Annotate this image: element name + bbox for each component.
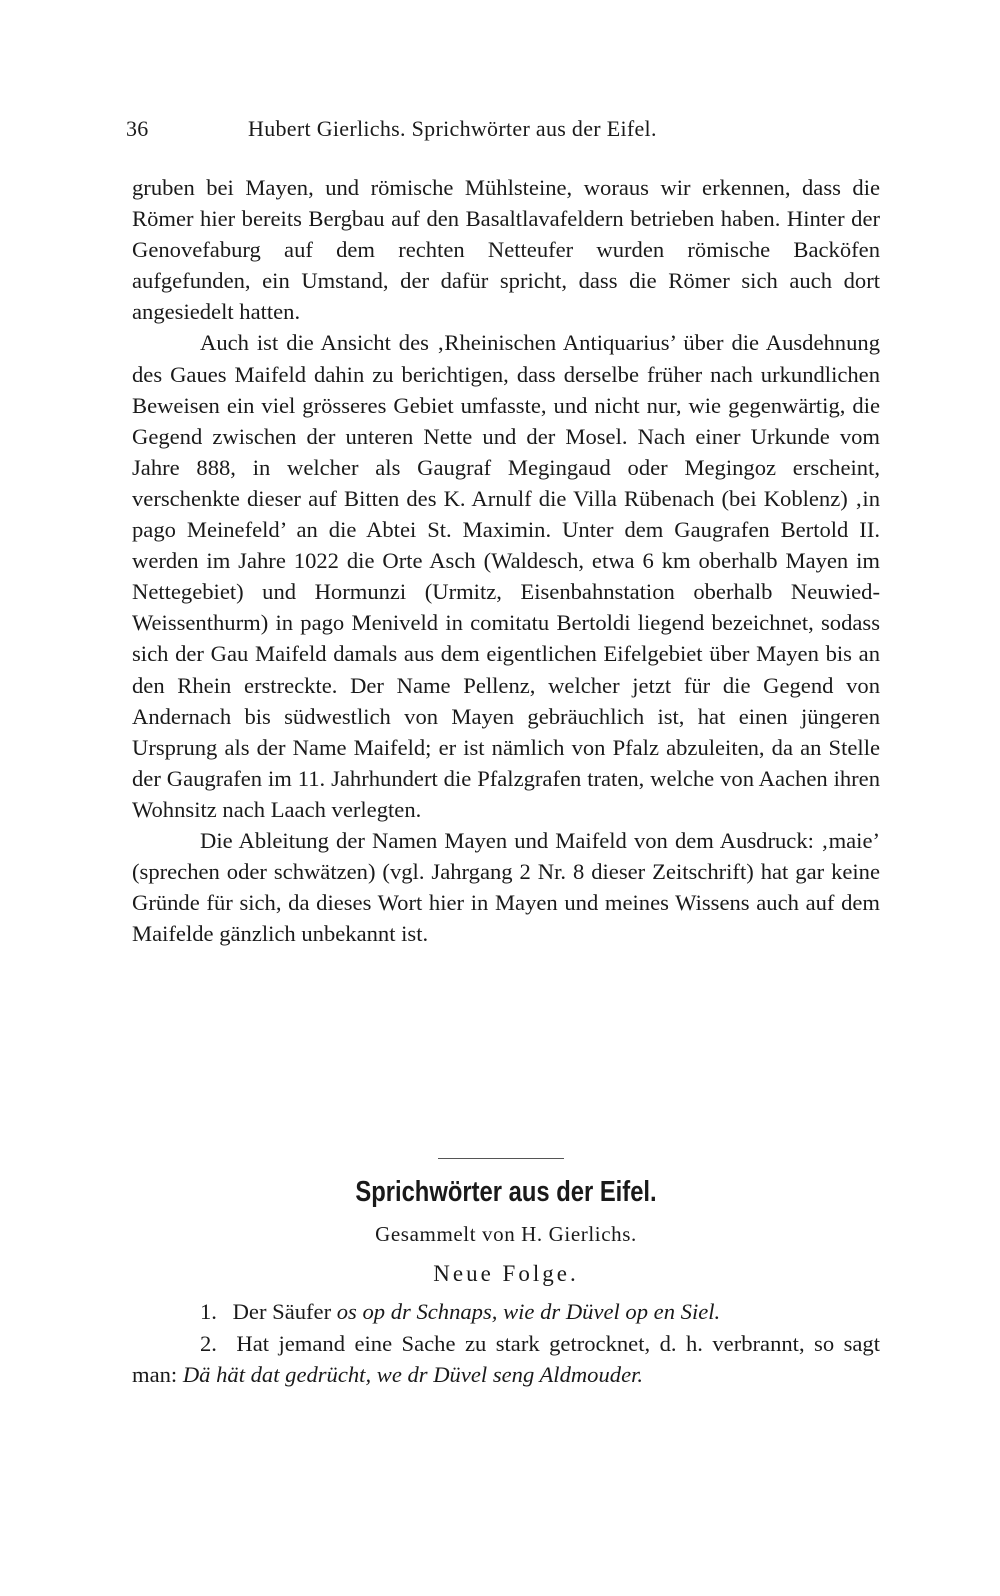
- section-divider: [438, 1158, 564, 1159]
- proverb-dialect: Dä hät dat gedrücht, we dr Düvel seng Aldmouder.: [182, 1362, 644, 1387]
- page-number: 36: [126, 116, 149, 141]
- proverb-dialect: os op dr Schnaps, wie dr Düvel op en Siel.: [336, 1299, 721, 1324]
- section-collector: Gesammelt von H. Gierlichs.: [375, 1222, 637, 1246]
- proverb-number: 2.: [200, 1330, 217, 1356]
- proverb-list: [132, 1296, 880, 1391]
- section-title: Sprichwörter aus der Eifel.: [355, 1176, 657, 1208]
- running-head: [126, 116, 886, 146]
- proverb-entry: [132, 1296, 880, 1328]
- proverb-intro: Der Säufer: [232, 1299, 332, 1324]
- section-series: Neue Folge.: [433, 1261, 579, 1286]
- paragraph: Auch ist die Ansicht des ‚Rheinischen Antiquarius’ über die Ausdehnung des Gaues Maifeld dahin zu berichtigen, dass derselbe früher nach urkundlichen Beweisen ein viel grösseres Gebiet umfasste, und nicht nur, wie gegenwärtig, die Gegend zwischen der unteren Nette und der Mosel. Nach einer Urkunde vom Jahre 888, in welcher als Gaugraf Megingaud oder Megingoz erscheint, verschenkte dieser auf Bitten des K. Arnulf die Villa Rübenach (bei Koblenz) ‚in pago Meinefeld’ an die Abtei St. Maximin. Unter dem Gaugrafen Bertold II. werden im Jahre 1022 die Orte Asch (Waldesch, etwa 6 km oberhalb Mayen im Nettegebiet) und Hormunzi (Urmitz, Eisenbahnstation oberhalb Neuwied-Weissenthurm) in pago Meniveld in comitatu Bertoldi liegend bezeichnet, sodass sich der Gau Maifeld damals aus dem eigentlichen Eifelgebiet über Mayen bis an den Rhein erstreckte. Der Name Pellenz, welcher jetzt für die Gegend von Andernach bis südwestlich von Mayen gebräuchlich ist, hat einen jüngeren Ursprung als der Name Maifeld; er ist nämlich von Pfalz abzuleiten, da an Stelle der Gaugrafen im 11. Jahrhundert die Pfalzgrafen traten, welche von Aachen ihren Wohnsitz nach Laach verlegten.: [132, 330, 880, 822]
- paragraph: Die Ableitung der Namen Mayen und Maifeld von dem Ausdruck: ‚maie’ (sprechen oder schwätzen) (vgl. Jahrgang 2 Nr. 8 dieser Zeitschrift) hat gar keine Gründe für sich, da dieses Wort hier in Mayen und meines Wissens auch auf dem Maifelde gänzlich unbekannt ist.: [132, 827, 880, 947]
- proverb-entry: [132, 1328, 880, 1391]
- article-body: [132, 172, 880, 949]
- paragraph: gruben bei Mayen, und römische Mühlsteine, woraus wir erkennen, dass die Römer hier bereits Bergbau auf den Basaltlavafeldern betrieben haben. Hinter der Genovefaburg auf dem rechten Netteufer wurden römische Backöfen aufgefunden, ein Umstand, der dafür spricht, dass die Römer sich auch dort angesiedelt hatten.: [132, 175, 880, 325]
- running-head-title: Hubert Gierlichs. Sprichwörter aus der Eifel.: [248, 116, 657, 141]
- proverb-number: 1.: [200, 1299, 217, 1324]
- proverb-intro: Hat jemand eine Sache zu stark getrocknet, d. h. verbrannt, so sagt man:: [132, 1330, 880, 1387]
